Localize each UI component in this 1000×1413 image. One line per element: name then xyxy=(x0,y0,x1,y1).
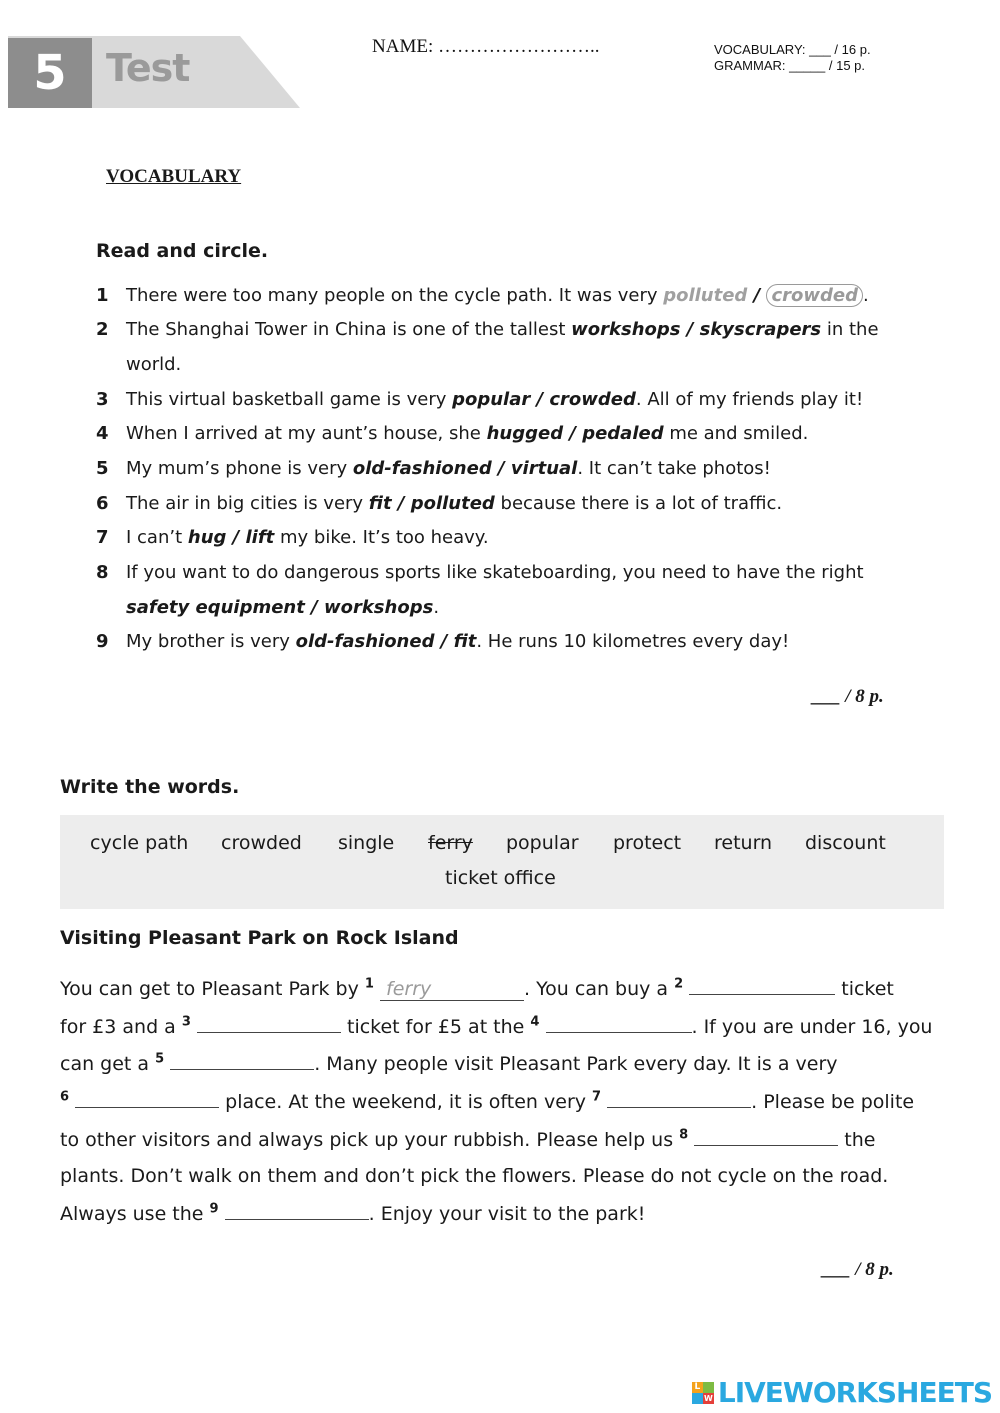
word-box-item: cycle path xyxy=(90,832,189,854)
brand-name: LIVEWORKSHEETS xyxy=(717,1376,992,1409)
story-line: to other visitors and always pick up your rubbish. Please help us $^8$ the xyxy=(60,1127,876,1151)
word-box-item: ticket office xyxy=(445,867,556,889)
answer-blank-9[interactable] xyxy=(225,1201,369,1220)
word-box-item: protect xyxy=(613,832,682,854)
word-box-item: crowded xyxy=(221,832,302,854)
option-a[interactable]: popular xyxy=(452,389,531,410)
exercise1-item: 8 If you want to do dangerous sports like skateboarding, you need to have the right xyxy=(96,562,864,583)
story-line: plants. Don’t walk on them and don’t pick the flowers. Please do not cycle on the road. xyxy=(60,1165,889,1187)
exercise1-item: 2 The Shanghai Tower in China is one of the tallest workshops / skyscrapers in the xyxy=(96,319,879,340)
option-a[interactable]: old-fashioned xyxy=(295,631,435,652)
story-line: Always use the $^9$ . Enjoy your visit to the park! xyxy=(60,1201,646,1225)
word-box xyxy=(60,815,944,909)
option-b-circled[interactable]: crowded xyxy=(766,284,863,307)
option-b[interactable]: skyscrapers xyxy=(699,319,822,340)
option-b[interactable]: workshops xyxy=(323,597,434,618)
option-b[interactable]: fit xyxy=(453,631,477,652)
option-b[interactable]: virtual xyxy=(510,458,578,479)
option-a[interactable]: workshops xyxy=(571,319,681,340)
answer-blank-8[interactable] xyxy=(694,1127,838,1146)
logo-mark-icon: L W xyxy=(692,1382,714,1404)
story-title: Visiting Pleasant Park on Rock Island xyxy=(60,927,459,949)
option-b[interactable]: crowded xyxy=(549,389,636,410)
unit-title: Test xyxy=(106,46,190,90)
answer-blank-5[interactable] xyxy=(170,1051,314,1070)
word-box-item: return xyxy=(714,832,773,854)
word-box-item: discount xyxy=(805,832,886,854)
answer-blank-3[interactable] xyxy=(197,1014,341,1033)
word-box-item: single xyxy=(338,832,395,854)
option-a[interactable]: safety equipment xyxy=(126,597,305,618)
word-box-item-used: ferry xyxy=(428,832,473,854)
option-a[interactable]: old-fashioned xyxy=(352,458,492,479)
answer-blank-4[interactable] xyxy=(546,1014,692,1033)
unit-number: 5 xyxy=(8,38,92,108)
exercise1-item-continuation: world. xyxy=(126,354,182,375)
liveworksheets-logo xyxy=(692,1376,992,1409)
section-title: VOCABULARY xyxy=(106,166,242,187)
option-a[interactable]: hugged xyxy=(486,423,564,444)
answer-blank-1[interactable]: ferry xyxy=(380,978,524,1001)
exercise1-item: 4 When I arrived at my aunt’s house, she hugged / pedaled me and smiled. xyxy=(96,423,809,444)
exercise1-score[interactable]: ___ / 8 p. xyxy=(812,686,884,707)
exercise1-instruction: Read and circle. xyxy=(96,240,269,262)
name-field[interactable]: NAME: …………………….. xyxy=(372,36,600,57)
word-box-item: popular xyxy=(506,832,579,854)
story-line: for £3 and a $^3$ ticket for £5 at the $^4$ . If you are under 16, you xyxy=(60,1014,933,1038)
vocabulary-score: VOCABULARY: ___ / 16 p. xyxy=(714,42,871,57)
answer-blank-6[interactable] xyxy=(75,1089,219,1108)
grammar-score: GRAMMAR: _____ / 15 p. xyxy=(714,58,866,73)
exercise1-item-continuation: safety equipment / workshops. xyxy=(126,597,440,618)
option-b[interactable]: pedaled xyxy=(582,423,664,444)
exercise1-item: 9 My brother is very old-fashioned / fit. He runs 10 kilometres every day! xyxy=(96,631,790,652)
exercise1-item: 5 My mum’s phone is very old-fashioned / virtual. It can’t take photos! xyxy=(96,458,771,479)
exercise1-item: 7 I can’t hug / lift my bike. It’s too heavy. xyxy=(96,527,489,548)
option-a[interactable]: hug xyxy=(187,527,227,548)
story-line: can get a $^5$ . Many people visit Pleasant Park every day. It is a very xyxy=(60,1051,838,1075)
exercise1-item: 3 This virtual basketball game is very popular / crowded. All of my friends play it! xyxy=(96,389,864,410)
exercise2-score[interactable]: ___ / 8 p. xyxy=(822,1259,894,1280)
answer-blank-2[interactable] xyxy=(689,976,835,995)
option-b[interactable]: lift xyxy=(245,527,275,548)
score-summary xyxy=(714,42,871,74)
option-a[interactable]: polluted xyxy=(663,285,748,306)
exercise1-item: 1 There were too many people on the cycle path. It was very polluted / crowded . xyxy=(96,285,869,306)
answer-blank-7[interactable] xyxy=(607,1089,751,1108)
story-line: $^6$ place. At the weekend, it is often very $^7$ . Please be polite xyxy=(60,1089,915,1113)
exercise1-item: 6 The air in big cities is very fit / polluted because there is a lot of traffic. xyxy=(96,493,783,514)
option-b[interactable]: polluted xyxy=(410,493,495,514)
option-a[interactable]: fit xyxy=(368,493,392,514)
exercise2-instruction: Write the words. xyxy=(60,776,240,798)
story-line: You can get to Pleasant Park by $^1$ ferry . You can buy a $^2$ ticket xyxy=(60,976,894,1000)
